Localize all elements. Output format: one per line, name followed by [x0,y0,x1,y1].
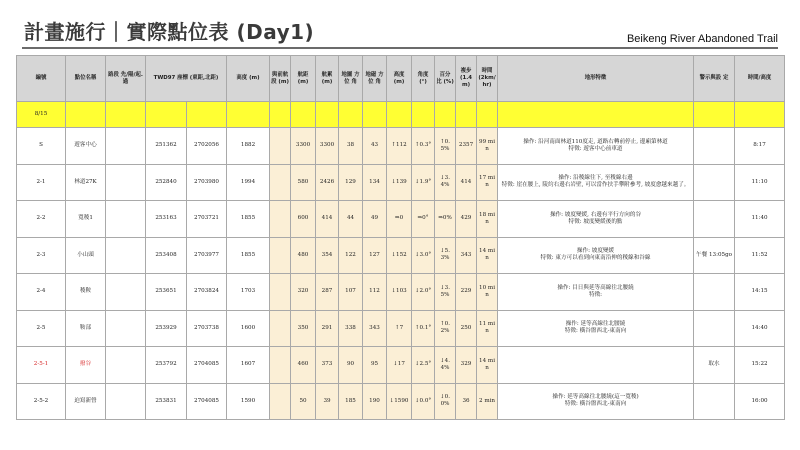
cell-percent: ↓0.0% [435,383,456,420]
table-row [17,237,785,274]
cell-altitude: 1590 [227,383,270,420]
table-row [17,164,785,201]
table-row [17,201,785,238]
waypoint-table [16,55,785,420]
cell-percent: ↓3.5% [435,274,456,311]
title-divider [22,47,778,49]
cell-warning [694,310,735,347]
cell-route [106,164,146,201]
cell-clock: 14:15 [735,274,785,311]
cell-northing: 2703824 [187,274,227,311]
cell-terrain [498,310,694,347]
cell-name: 寬稜1 [66,201,106,238]
date-row [17,102,785,128]
cell-name: 撥谷 [66,347,106,384]
cell-time: 2 min [477,383,498,420]
cell-terrain [498,383,694,420]
cell-northing: 2703980 [187,164,227,201]
cell-easting: 253651 [146,274,187,311]
cell-angle: ↑0.1° [412,310,435,347]
cell-magnetic-bearing: 343 [363,310,387,347]
cell-map-bearing: 185 [339,383,363,420]
terrain-feature: 特徵: 崖在腰上, 陵約右邊右岩壁, 可以當作扶手攀附參考, 坡度愈越來越了。 [501,182,690,189]
terrain-operation: 操作: 坡度變緩, 右邊有平行方向的谷 [549,211,642,218]
cell-easting: 253408 [146,237,187,274]
cell-height-diff: ↓1590 [387,383,412,420]
cell-terrain [498,347,694,384]
table-row [17,128,785,165]
cell-prev-segment [270,347,291,384]
cell-name: 迫寫新營 [66,383,106,420]
cell-code: S [17,128,66,165]
cell-map-bearing: 338 [339,310,363,347]
cell-angle: ⇒0° [412,201,435,238]
cell-accumulated: 39 [316,383,339,420]
cell-accumulated: 291 [316,310,339,347]
col-header-accumulated: 航累 (m) [316,56,339,102]
cell-time: 17 min [477,164,498,201]
cell-angle: ↓2.0° [412,274,435,311]
cell-route [106,128,146,165]
cell-map-bearing: 44 [339,201,363,238]
cell-prev-segment [270,237,291,274]
col-header-name: 點位名稱 [66,56,106,102]
cell-prev-segment [270,164,291,201]
cell-percent: ↓4.4% [435,347,456,384]
cell-time: 11 min [477,310,498,347]
cell-terrain [498,201,694,238]
cell-magnetic-bearing: 49 [363,201,387,238]
cell-altitude: 1703 [227,274,270,311]
cell-height-diff: ↓103 [387,274,412,311]
cell-clock: 11:40 [735,201,785,238]
cell-angle: ↓0.0° [412,383,435,420]
cell-angle: ↑0.3° [412,128,435,165]
cell-name: 林道27K [66,164,106,201]
terrain-operation: 操作: 沿稜線往下, 至稜線右邊 [558,175,633,182]
page-title: 計畫施行｜實際點位表 (Day1) [24,20,315,44]
cell-northing: 2703738 [187,310,227,347]
cell-warning: 取水 [694,347,735,384]
cell-time: 14 min [477,237,498,274]
cell-accumulated: 414 [316,201,339,238]
cell-clock: 14:40 [735,310,785,347]
cell-height-diff: ↑7 [387,310,412,347]
cell-magnetic-bearing: 127 [363,237,387,274]
cell-magnetic-bearing: 112 [363,274,387,311]
cell-easting: 253163 [146,201,187,238]
cell-easting: 253831 [146,383,187,420]
date-label: 8/15 [17,102,66,128]
cell-warning: 午餐 13:05go [694,237,735,274]
cell-accumulated: 2426 [316,164,339,201]
col-header-altitude: 高度 (m) [227,56,270,102]
cell-time: 10 min [477,274,498,311]
cell-steps: 329 [456,347,477,384]
cell-code: 2-3 [17,237,66,274]
cell-clock: 8:17 [735,128,785,165]
cell-map-bearing: 129 [339,164,363,201]
cell-code: 2-4 [17,274,66,311]
cell-warning [694,128,735,165]
cell-route [106,310,146,347]
col-header-magnetic-bearing: 地磁 方位 角 [363,56,387,102]
cell-code: 2-5 [17,310,66,347]
terrain-feature: 特徵: 橫谷盤西北-東南向 [564,401,627,408]
cell-percent: ↑0.2% [435,310,456,347]
cell-code: 2-5-1 [17,347,66,384]
cell-distance: 580 [291,164,316,201]
col-header-warning: 警示與設 定 [694,56,735,102]
cell-warning [694,201,735,238]
cell-easting: 253792 [146,347,187,384]
trail-subtitle: Beikeng River Abandoned Trail [626,33,778,45]
cell-magnetic-bearing: 43 [363,128,387,165]
cell-steps: 414 [456,164,477,201]
cell-height-diff: ⇒0 [387,201,412,238]
cell-map-bearing: 90 [339,347,363,384]
cell-percent: ↓3.4% [435,164,456,201]
cell-height-diff: ↑112 [387,128,412,165]
col-header-distance: 航距 (m) [291,56,316,102]
cell-altitude: 1994 [227,164,270,201]
col-header-steps: 複步 (1.4m) [456,56,477,102]
cell-name: 稜鞍 [66,274,106,311]
col-header-coordinates: TWD97 座標 (東距,北距) [146,56,227,102]
terrain-feature: 特徵: 坡度變緩後的點 [568,218,623,225]
cell-accumulated: 354 [316,237,339,274]
cell-time: 18 min [477,201,498,238]
cell-terrain [498,164,694,201]
cell-route [106,383,146,420]
cell-time: 14 min [477,347,498,384]
cell-height-diff: ↓152 [387,237,412,274]
cell-steps: 429 [456,201,477,238]
cell-warning [694,164,735,201]
cell-clock: 16:00 [735,383,785,420]
cell-altitude: 1855 [227,237,270,274]
cell-route [106,347,146,384]
cell-angle: ↓3.0° [412,237,435,274]
cell-clock: 11:52 [735,237,785,274]
cell-prev-segment [270,383,291,420]
cell-height-diff: ↓17 [387,347,412,384]
cell-map-bearing: 38 [339,128,363,165]
col-header-map-bearing: 地圖 方位 角 [339,56,363,102]
col-header-code: 編號 [17,56,66,102]
terrain-operation: 操作: 延等高線往北腰繞 [565,321,626,328]
terrain-operation: 操作: 延等高線往北腰繞(這一寬稜) [552,394,639,401]
col-header-percent: 百分 比 (%) [435,56,456,102]
col-header-height-diff: 高度 (m) [387,56,412,102]
cell-steps: 2357 [456,128,477,165]
cell-name: 遊客中心 [66,128,106,165]
cell-distance: 600 [291,201,316,238]
cell-time: 99 min [477,128,498,165]
cell-clock: 11:10 [735,164,785,201]
table-row [17,274,785,311]
cell-steps: 229 [456,274,477,311]
cell-prev-segment [270,310,291,347]
terrain-operation: 操作: 目日與延等高線往北腰繞 [557,284,634,291]
cell-steps: 36 [456,383,477,420]
cell-angle: ↓2.5° [412,347,435,384]
cell-height-diff: ↓139 [387,164,412,201]
table-row [17,347,785,384]
cell-prev-segment [270,201,291,238]
table-row [17,310,785,347]
cell-altitude: 1600 [227,310,270,347]
cell-accumulated: 3300 [316,128,339,165]
cell-map-bearing: 122 [339,237,363,274]
cell-accumulated: 373 [316,347,339,384]
table-row [17,383,785,420]
cell-accumulated: 287 [316,274,339,311]
col-header-angle: 角度 (°) [412,56,435,102]
cell-magnetic-bearing: 190 [363,383,387,420]
cell-magnetic-bearing: 95 [363,347,387,384]
cell-terrain [498,274,694,311]
col-header-time: 時間 (2km/ hr) [477,56,498,102]
cell-distance: 480 [291,237,316,274]
cell-percent: ↑0.5% [435,128,456,165]
cell-northing: 2704085 [187,347,227,384]
col-header-clock: 時間/高度 [735,56,785,102]
cell-percent: ↓5.3% [435,237,456,274]
cell-warning [694,383,735,420]
col-header-terrain: 地形特徵 [498,56,694,102]
col-header-route: 路段 先/陽/起.過 [106,56,146,102]
cell-angle: ↓1.9° [412,164,435,201]
cell-distance: 460 [291,347,316,384]
cell-map-bearing: 107 [339,274,363,311]
cell-code: 2-2 [17,201,66,238]
cell-steps: 343 [456,237,477,274]
cell-magnetic-bearing: 134 [363,164,387,201]
cell-terrain [498,237,694,274]
cell-distance: 320 [291,274,316,311]
cell-name: 鞍部 [66,310,106,347]
cell-route [106,274,146,311]
cell-altitude: 1607 [227,347,270,384]
cell-distance: 3300 [291,128,316,165]
cell-easting: 252840 [146,164,187,201]
terrain-feature: 特徵: 遊客中心前車道 [568,145,623,152]
cell-easting: 253929 [146,310,187,347]
cell-terrain [498,128,694,165]
terrain-feature: 特徵: 橫谷盤西北-東南向 [564,328,627,335]
cell-prev-segment [270,274,291,311]
cell-route [106,201,146,238]
cell-distance: 50 [291,383,316,420]
terrain-feature: 特徵: 東方可以看到向東南沿伸的稜線和谷線 [540,255,651,262]
terrain-feature: 特徵: [588,291,603,298]
cell-name: 小山頭 [66,237,106,274]
cell-distance: 350 [291,310,316,347]
table-header-row [17,56,785,102]
cell-prev-segment [270,128,291,165]
cell-code: 2-1 [17,164,66,201]
terrain-operation: 操作: 坡度變緩 [576,248,615,255]
cell-northing: 2703977 [187,237,227,274]
cell-route [106,237,146,274]
cell-northing: 2703721 [187,201,227,238]
cell-northing: 2704085 [187,383,227,420]
cell-northing: 2702056 [187,128,227,165]
cell-easting: 251362 [146,128,187,165]
cell-altitude: 1882 [227,128,270,165]
cell-percent: ⇒0% [435,201,456,238]
cell-steps: 250 [456,310,477,347]
col-header-prev-segment: 與前航段 (m) [270,56,291,102]
terrain-operation: 操作: 沿河南面林道110度走, 道路右轉前停止, 邊廂第林道 [523,138,668,145]
cell-warning [694,274,735,311]
cell-altitude: 1855 [227,201,270,238]
cell-clock: 15:22 [735,347,785,384]
cell-code: 2-5-2 [17,383,66,420]
